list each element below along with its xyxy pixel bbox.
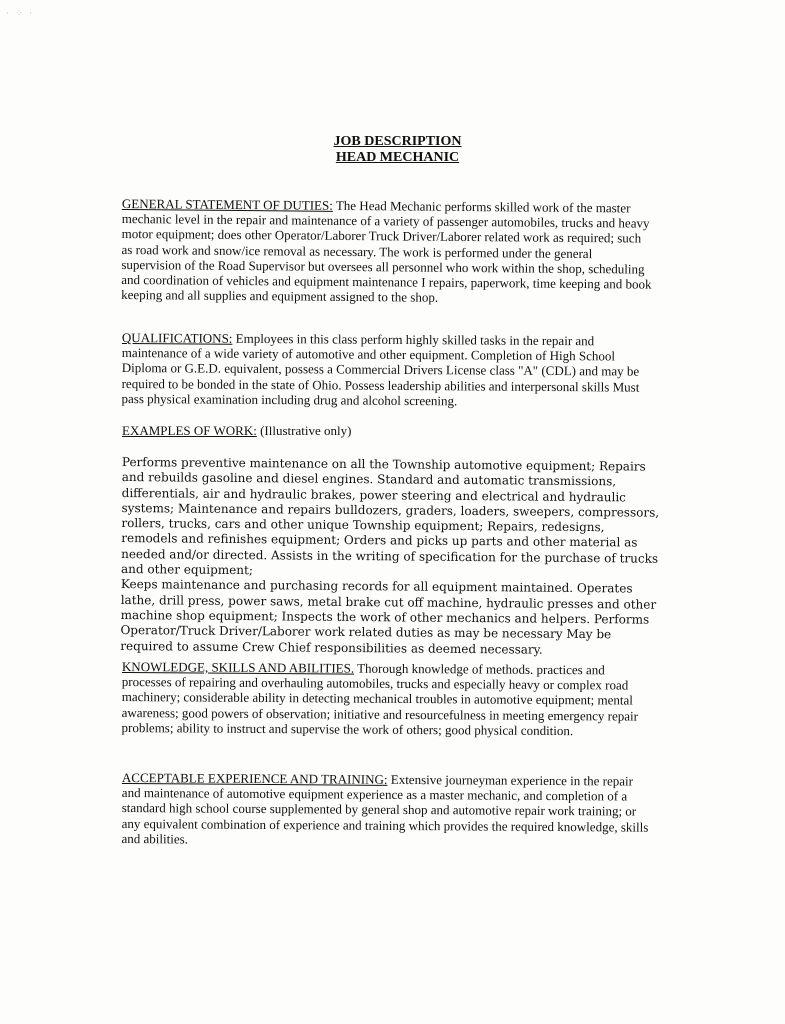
section-general-duties [121,196,654,307]
knowledge-heading: KNOWLEDGE, SKILLS AND ABILITIES. [121,659,355,676]
qualifications-paragraph [121,330,654,410]
duties-paragraph [121,196,654,307]
section-knowledge-skills [121,659,654,739]
duties-heading: GENERAL STATEMENT OF DUTIES: [121,196,333,213]
examples-paragraph-2: Keeps maintenance and purchasing records for all equipment maintained. Operates lathe, drill press, power saws, metal brake cut off machine, hydraulic presses and other machine shop equipment; Inspects the work of other mechanics and helpers. Performs Operator/Truck Driver/Laborer work related duties as may be necessary May be required to assume Crew Chief responsibilities as deemed necessary. [120,577,657,657]
document-title [0,134,785,166]
duties-body: The Head Mechanic performs skilled work of the master mechanic level in the repair and maintenance of a variety of passenger automobiles, trucks and heavy motor equipment; does other Operator/Laborer Truck Driver/Laborer related work as required; such as road work and snow/ice removal as necessary. The work is performed under the general supervision of the Road Supervisor but oversees all personnel who work within the shop, scheduling and coordination of vehicles and equipment maintenance I repairs, paperwork, time keeping and book keeping and all supplies and equipment assigned to the shop. [121,197,652,305]
section-examples-of-work [120,455,660,659]
section-examples-heading [122,423,654,438]
examples-heading: EXAMPLES OF WORK: [122,423,257,438]
experience-body: Extensive journeyman experience in the repair and maintenance of automotive equipment experience as a master mechanic, and completion of a standard high school course supplemented by general shop and automotive repair work training; or any equivalent combination of experience and training which provides the required knowledge, skills and abilities. [121,771,649,847]
experience-paragraph [121,770,654,850]
section-experience-training [121,770,654,850]
experience-heading: ACCEPTABLE EXPERIENCE AND TRAINING: [121,770,388,787]
title-line-head-mechanic: HEAD MECHANIC [335,150,460,165]
title-line-job-description: JOB DESCRIPTION [333,134,462,149]
examples-paragraph-1: Performs preventive maintenance on all the Township automotive equipment; Repairs and rebuilds gasoline and diesel engines. Standard and automatic transmissions, differentials, air and hydraulic brakes, power steering and electrical and hydraulic systems; Maintenance and repairs bulldozers, graders, loaders, sweepers, compressors, rollers, trucks, cars and other unique Township equipment; Repairs, redesigns, remodels and refinishes equipment; Orders and picks up parts and other material as needed and/or directed. Assists in the writing of specification for the purchase of trucks and other equipment; [120,455,660,578]
qualifications-body: Employees in this class perform highly skilled tasks in the repair and maintenance of a wide variety of automotive and other equipment. Completion of High School Diploma or G.E.D. equivalent, possess a Commercial Drivers License class "A" (CDL) and may be required to be bonded in the state of Ohio. Possess leadership abilities and interpersonal skills Must pass physical examination including drug and alcohol screening. [121,330,640,409]
section-qualifications [121,330,654,410]
examples-heading-line [122,423,654,438]
knowledge-body: Thorough knowledge of methods. practices and processes of repairing and overhauling automobiles, trucks and especially heavy or complex road machinery; considerable ability in detecting mechanical troubles in automotive equipment; mental awareness; good powers of observation; initiative and resourcefulness in meeting emergency repair problems; ability to instruct and supervise the work of others; good physical condition. [121,660,639,738]
knowledge-paragraph [121,659,654,739]
examples-note: (Illustrative only) [256,423,352,438]
scan-artifact: · ⁘ · [6,8,35,18]
qualifications-heading: QUALIFICATIONS: [121,330,233,346]
